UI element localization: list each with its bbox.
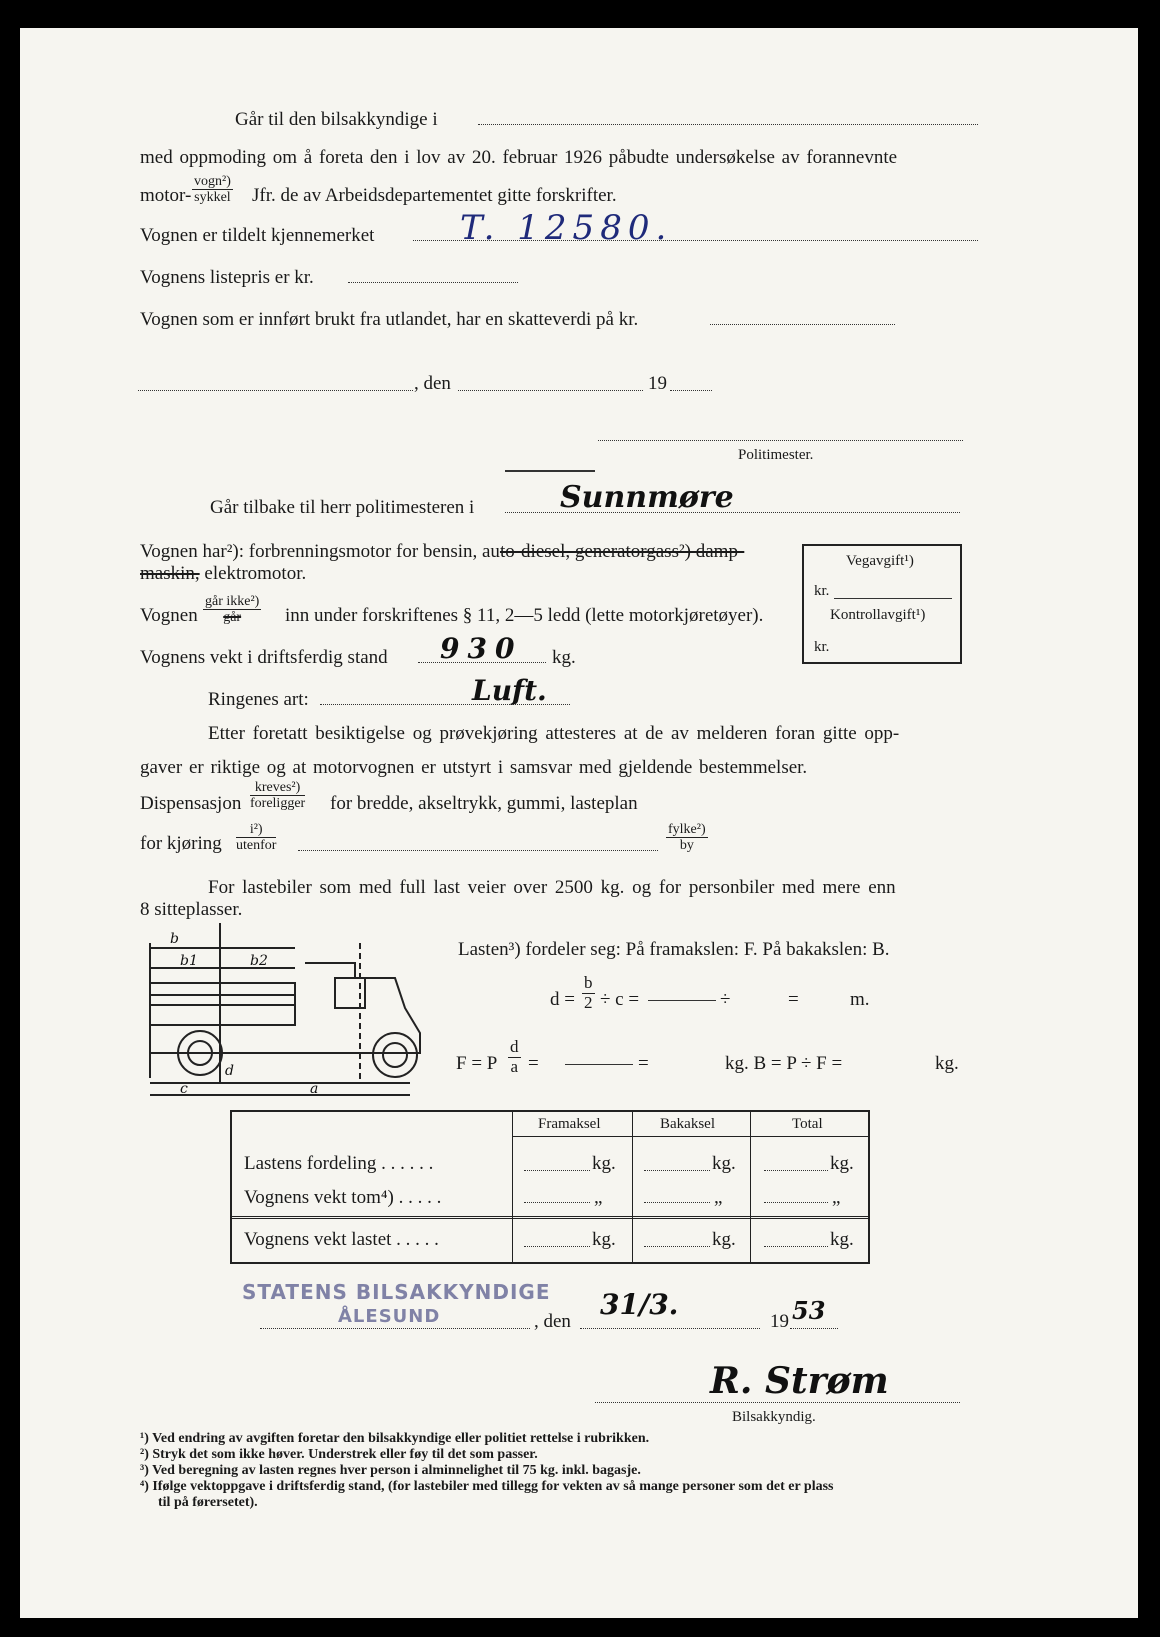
cell-field[interactable] [644, 1202, 710, 1203]
return-text: Går tilbake til herr politimesteren i [210, 497, 475, 518]
signoff-year-field[interactable] [790, 1328, 838, 1329]
kreves-fraction: kreves²) foreligger [250, 780, 306, 812]
cell-field[interactable] [644, 1246, 710, 1247]
signoff-date-field[interactable] [580, 1328, 760, 1329]
office-stamp-line1: STATENS BILSAKKYNDIGE [242, 1280, 551, 1304]
weight-value: 930 [440, 632, 523, 665]
forskrift-text: inn under forskriftenes § 11, 2—5 ledd (lette motorkjøretøyer). [285, 605, 764, 626]
cell-field[interactable] [524, 1246, 590, 1247]
cell-unit: kg. [592, 1229, 616, 1250]
cell-field[interactable] [764, 1202, 828, 1203]
cell-field[interactable] [524, 1202, 590, 1203]
formula-blank-1 [648, 1000, 716, 1001]
section-divider [505, 470, 595, 472]
cell-unit: kg. [712, 1229, 736, 1250]
formula-kg: kg. [935, 1053, 959, 1074]
cell-field[interactable] [764, 1246, 828, 1247]
formula-eq-3: = [638, 1053, 649, 1074]
request-text: med oppmoding om å foreta den i lov av 20. februar 1926 påbudte undersøkelse av forannevnte [140, 147, 898, 168]
row-tom-label: Vognens vekt tom⁴) . . . . . [244, 1187, 442, 1208]
county-field[interactable] [298, 850, 658, 851]
fee-box [802, 544, 962, 664]
cell-unit: kg. [712, 1153, 736, 1174]
diagram-label-a: a [310, 1081, 319, 1097]
signature: R. Strøm [710, 1360, 889, 1402]
signer-title: Bilsakkyndig. [732, 1409, 816, 1425]
header-total: Total [792, 1116, 823, 1132]
dispensation-label: Dispensasjon [140, 793, 242, 814]
cell-field[interactable] [644, 1170, 710, 1171]
row-lastet-label: Vognens vekt lastet . . . . . [244, 1229, 439, 1250]
plate-label: Vognen er tildelt kjennemerket [140, 225, 375, 246]
formula-eq-2: = [528, 1053, 539, 1074]
diagram-label-b1: b1 [180, 953, 198, 969]
den-text: , den [414, 373, 451, 394]
cell-unit: kg. [592, 1153, 616, 1174]
row-lastens-label: Lastens fordeling . . . . . . [244, 1153, 434, 1174]
cell-unit: kg. [830, 1229, 854, 1250]
date-field[interactable] [458, 390, 643, 391]
office-field[interactable] [260, 1328, 530, 1329]
weight-unit: kg. [552, 647, 576, 668]
vogn-sykkel-fraction: vogn²) sykkel [194, 174, 231, 206]
diagram-label-b: b [170, 931, 179, 947]
cell-field[interactable] [524, 1170, 590, 1171]
distribution-table [230, 1110, 870, 1264]
formula-minus: ÷ [720, 989, 731, 1010]
motor-prefix: motor- [140, 185, 192, 206]
place-field[interactable] [138, 390, 413, 391]
truck-text-1: For lastebiler som med full last veier over 2500 kg. og for personbiler med mere enn [208, 877, 896, 898]
vognen-label: Vognen [140, 605, 198, 626]
road-tax-label: Vegavgift¹) [846, 553, 914, 569]
truck-text-2: 8 sitteplasser. [140, 899, 243, 920]
control-fee-kr: kr. [814, 639, 830, 655]
driving-label: for kjøring [140, 833, 222, 854]
office-stamp-line2: ÅLESUND [338, 1306, 441, 1327]
signature-field[interactable] [595, 1402, 960, 1403]
forward-field[interactable] [478, 124, 978, 125]
cell-unit: kg. [830, 1153, 854, 1174]
list-price-label: Vognens listepris er kr. [140, 267, 314, 288]
diagram-label-c: c [180, 1081, 188, 1097]
road-tax-field[interactable] [834, 598, 952, 599]
formula-unit-m: m. [850, 989, 870, 1010]
formula-blank-2 [565, 1064, 633, 1065]
road-tax-kr: kr. [814, 583, 830, 599]
motor-type-text: Vognen har²): forbrenningsmotor for bensin, auto-diesel, generatorgass²) damp- [140, 541, 745, 562]
tyre-value: Luft. [472, 674, 547, 707]
header-framaksel: Framaksel [538, 1116, 601, 1132]
attest-text-2: gaver er riktige og at motorvognen er utstyrt i samsvar med gjeldende bestemmelser. [140, 757, 808, 778]
formula-d: d = [550, 989, 575, 1010]
diagram-label-d: d [225, 1063, 234, 1079]
list-price-field[interactable] [348, 282, 518, 283]
cell-field[interactable] [764, 1170, 828, 1171]
signoff-den: , den [534, 1311, 571, 1332]
signoff-19: 19 [770, 1311, 789, 1332]
import-value-field[interactable] [710, 324, 895, 325]
form-page [20, 28, 1138, 1618]
return-value: Sunnmøre [560, 480, 734, 515]
footnote-3: ³) Ved beregning av lasten regnes hver person i alminnelighet til 75 kg. inkl. bagasje. [140, 1463, 641, 1478]
attest-text-1: Etter foretatt besiktigelse og prøvekjøring attesteres at de av melderen foran gitte opp- [208, 723, 900, 744]
diagram-label-b2: b2 [250, 953, 268, 969]
year-prefix: 19 [648, 373, 667, 394]
control-fee-label: Kontrollavgift¹) [830, 607, 926, 623]
footnote-4-cont: til på førersetet). [158, 1495, 258, 1510]
plate-value: T. 12580. [460, 208, 673, 248]
signoff-date: 31/3. [600, 1288, 679, 1321]
year-field[interactable] [670, 390, 712, 391]
footnote-4: ⁴) Ifølge vektoppgave i driftsferdig stand, (for lastebiler med tillegg for vekten av så mange personer som det er plass [140, 1479, 834, 1494]
cell-unit: „ [594, 1187, 603, 1208]
import-value-label: Vognen som er innført brukt fra utlandet, har en skatteverdi på kr. [140, 309, 639, 330]
police-signature-field[interactable] [598, 440, 963, 441]
load-distribution-text: Lasten³) fordeler seg: På framakslen: F. På bakakslen: B. [458, 939, 890, 960]
forward-text: Går til den bilsakkyndige i [235, 109, 438, 130]
i-utenfor-fraction: i²) utenfor [236, 822, 277, 854]
formula-equals: = [788, 989, 799, 1010]
police-title: Politimester. [738, 447, 814, 463]
cell-unit: „ [832, 1187, 841, 1208]
tyre-label: Ringenes art: [208, 689, 309, 710]
formula-c: ÷ c = [600, 989, 640, 1010]
cell-unit: „ [714, 1187, 723, 1208]
dispensation-text: for bredde, akseltrykk, gummi, lasteplan [330, 793, 638, 814]
signoff-year: 53 [792, 1296, 826, 1325]
truck-diagram [140, 923, 440, 1103]
gar-fraction: går ikke²) går [205, 594, 260, 626]
formula-B: kg. B = P ÷ F = [725, 1053, 843, 1074]
weight-label: Vognens vekt i driftsferdig stand [140, 647, 388, 668]
regulation-text: Jfr. de av Arbeidsdepartementet gitte forskrifter. [252, 185, 617, 206]
motor-type-text-2: maskin, elektromotor. [140, 563, 307, 584]
footnote-2: ²) Stryk det som ikke høver. Understrek eller føy til det som passer. [140, 1447, 538, 1462]
formula-F: F = P [456, 1053, 498, 1074]
footnote-1: ¹) Ved endring av avgiften foretar den bilsakkyndige eller politiet rettelse i rubrikken. [140, 1431, 650, 1446]
fylke-by-fraction: fylke²) by [668, 822, 706, 854]
header-bakaksel: Bakaksel [660, 1116, 715, 1132]
b-over-2: $\frac{b}{2}$ [584, 973, 593, 1012]
d-over-a: $\frac{d}{a}$ [510, 1037, 519, 1076]
